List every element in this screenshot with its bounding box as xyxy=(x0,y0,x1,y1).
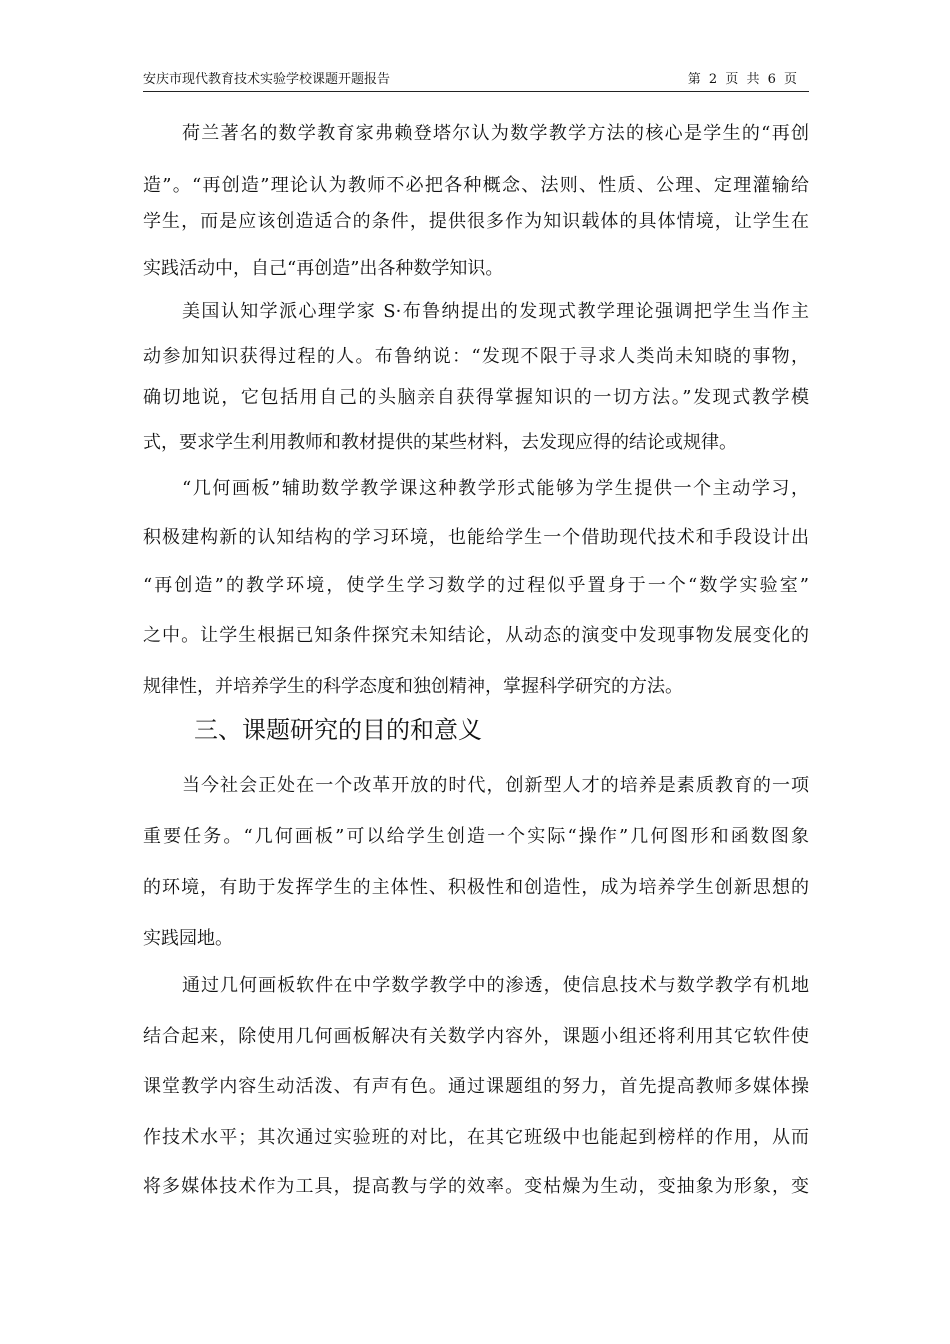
section-paragraph-1-line-3: 的环境，有助于发挥学生的主体性、积极性和创造性，成为培养学生创新思想的 xyxy=(143,877,809,898)
paragraph-1-line-3: 学生，而是应该创造适合的条件，提供很多作为知识载体的具体情境，让学生在 xyxy=(143,211,809,232)
section-paragraph-1-line-4: 实践园地。 xyxy=(143,928,233,949)
paragraph-3-line-5: 规律性，并培养学生的科学态度和独创精神，掌握科学研究的方法。 xyxy=(143,676,683,697)
section-paragraph-2-line-1: 通过几何画板软件在中学数学教学中的渗透，使信息技术与数学教学有机地 xyxy=(182,975,809,996)
paragraph-3-line-4: 之中。让学生根据已知条件探究未知结论，从动态的演变中发现事物发展变化的 xyxy=(143,625,809,646)
page-header xyxy=(143,71,809,92)
paragraph-3-line-2: 积极建构新的认知结构的学习环境，也能给学生一个借助现代技术和手段设计出 xyxy=(143,527,809,548)
header-page-number: 第 2 页 共 6 页 xyxy=(687,72,797,87)
section-paragraph-2-line-5: 将多媒体技术作为工具，提高教与学的效率。变枯燥为生动，变抽象为形象，变 xyxy=(143,1176,809,1197)
section-paragraph-2-line-2: 结合起来，除使用几何画板解决有关数学内容外，课题小组还将利用其它软件使 xyxy=(143,1026,809,1047)
paragraph-1-line-1: 荷兰著名的数学教育家弗赖登塔尔认为数学教学方法的核心是学生的“再创 xyxy=(182,123,809,144)
paragraph-3-line-1: “几何画板”辅助数学教学课这种教学形式能够为学生提供一个主动学习， xyxy=(182,478,809,499)
section-paragraph-1-line-1: 当今社会正处在一个改革开放的时代，创新型人才的培养是素质教育的一项 xyxy=(182,775,809,796)
section-paragraph-1-line-2: 重要任务。“几何画板”可以给学生创造一个实际“操作”几何图形和函数图象 xyxy=(143,826,809,847)
paragraph-2-line-1: 美国认知学派心理学家 S·布鲁纳提出的发现式教学理论强调把学生当作主 xyxy=(182,301,809,322)
paragraph-3-line-3: “再创造”的教学环境，使学生学习数学的过程似乎置身于一个“数学实验室” xyxy=(143,575,809,596)
section-heading: 三、课题研究的目的和意义 xyxy=(194,716,482,744)
paragraph-2-line-3: 确切地说，它包括用自己的头脑亲自获得掌握知识的一切方法。”发现式教学模 xyxy=(143,387,809,408)
paragraph-2-line-4: 式，要求学生利用教师和教材提供的某些材料，去发现应得的结论或规律。 xyxy=(143,432,737,453)
header-title: 安庆市现代教育技术实验学校课题开题报告 xyxy=(143,72,391,87)
paragraph-2-line-2: 动参加知识获得过程的人。布鲁纳说：“发现不限于寻求人类尚未知晓的事物， xyxy=(143,346,809,367)
paragraph-1-line-2: 造”。“再创造”理论认为教师不必把各种概念、法则、性质、公理、定理灌输给 xyxy=(143,175,809,196)
section-paragraph-2-line-4: 作技术水平；其次通过实验班的对比，在其它班级中也能起到榜样的作用，从而 xyxy=(143,1127,809,1148)
section-paragraph-2-line-3: 课堂教学内容生动活泼、有声有色。通过课题组的努力，首先提高教师多媒体操 xyxy=(143,1076,809,1097)
paragraph-1-line-4: 实践活动中，自己“再创造”出各种数学知识。 xyxy=(143,258,504,279)
